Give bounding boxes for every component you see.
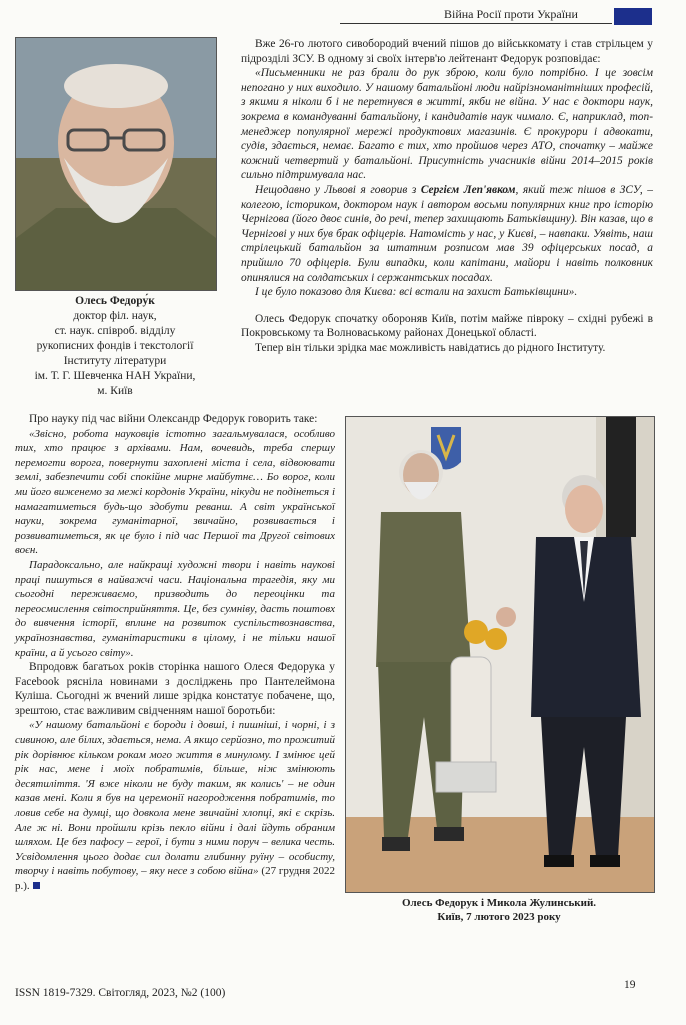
author-caption-line: м. Київ [97,385,133,397]
quote-text: Нещодавно у Львові я говорив з [255,183,421,196]
quote-date: (27 грудня 2022 р.). [15,865,335,892]
author-caption-line: Інституту літератури [63,355,167,367]
author-name: Олесь Федору́к [75,295,155,307]
quote-paragraph: І це було показово для Києва: всі встали на захист Батьківщини». [255,286,578,299]
author-caption [15,294,215,399]
paragraph: Тепер він тільки зрідка має можливість навідатись до рідного Інституту. [255,341,606,354]
photo-caption [345,896,653,924]
quote-paragraph [241,183,653,285]
person-name: Сергієм Леп'явком [420,183,516,196]
paragraph: Олесь Федорук спочатку обороняв Київ, потім майже півроку – східні рубежі в Покровському та Волноваському районах Донецької області. [241,312,653,340]
article-left-column [15,412,335,894]
footer-journal-info: ISSN 1819-7329. Світогляд, 2023, №2 (100) [15,987,226,999]
quote-paragraph: Парадоксально, але найкращі художні твори і навіть наукові праці пишуться в найважчі часи. Національна трагедія, яку ми сьогодні переживаємо, призводить до переоцінки та переосмислення світосприйняття. Це, без сумніву, дасть поштовх до вивчення історії, вплине на розвиток суспільствознавства, українознавства, гуманітаристики в цілому, і не тільки нашої країни, а й усього світу». [15,558,335,659]
end-of-article-mark [33,882,40,889]
paragraph: Про науку під час війни Олександр Федорук говорить таке: [29,413,318,425]
photo-caption-line: Олесь Федорук і Микола Жулинський. [401,897,597,909]
quote-paragraph [15,718,335,893]
page-number: 19 [624,979,636,991]
quote-paragraph: «Письменники не раз брали до рук зброю, коли було потрібно. І це зовсім непогано у них виходило. У нашому батальйоні люди найрізноманітніших професій, з якими я ніколи б і не перетнувся в житті, якби не війна. У нас є доктори наук, зокрема в командуванні батальйону, і кандидатів наук чимало. Є, наприклад, топ-менеджер популярної мережі продуктових магазинів. Є прокурори і адвокати, судів, здається, немає. Багато є тих, хто пройшов через АТО, спочатку – майже кожний четвертий у батальйоні. Присутність учасників війни 2014–2015 років сильно підтримувала нас. [241,67,653,182]
author-portrait-photo [15,37,217,291]
article-top-right-column [241,37,653,355]
quote-text: «У нашому батальйоні є бороди і довші, і пишніші, і чорні, і з сивиною, але білих, здається, нема. А якщо серйозно, то прожитий рік дорівнює кільком рокам мого життя в минулому. І змінює цей рік нас, мене і моїх побратимів, більше, ніж змінюють десятиліття. 'Я вже ніколи не буду таким, як колись' – не один казав мені. Коли я був на церемонії нагородження побратимів, то ловив себе на думці, що довкола мене звичайні хлопці, які є скрізь. Але ж ні. Вони пройшли крізь пекло війни і далі йдуть обраним шляхом. Це без пафосу – герої, і бути з ними поруч – велика честь. Усвідомлення цього додає сил долати глибинну руїну – особисту, творчу і навіть побутову, – яку несе з собою війна» [15,719,335,878]
quote-paragraph: «Звісно, робота науковців істотно загальмувалася, особливо тих, хто працює з архівами. Нам, вочевидь, треба спершу перемогти ворога, повернути захоплені міста і села, відвоювати землі, забезпечити собі спокійне мирне майбутнє… Бо ворог, коли ми його виженемо за межі кордонів України, нікуди не подінеться і намагатиметься будь-що здобути реванш. А світ української науки, зокрема гуманітарної, звичайно, розвивається і розвиватиметься, як це було і під час Першої та Другої світових воєн. [15,427,335,557]
handshake-photo [345,416,655,893]
photo-caption-line: Київ, 7 лютого 2023 року [437,911,561,923]
paragraph: Вже 26-го лютого сивобородий вчений пішов до військкомату і став стрільцем у підрозділі ЗСУ. В одному зі своїх інтерв'ю лейтенант Федорук розповідає: [241,38,653,65]
author-caption-line: ст. наук. співроб. відділу [54,325,176,337]
header-rule [340,23,612,24]
author-caption-line: рукописних фондів і текстології [36,340,194,352]
author-caption-line: ім. Т. Г. Шевченка НАН України, [34,370,196,382]
author-caption-line: доктор філ. наук, [73,310,157,322]
header-color-block [614,8,652,25]
paragraph: Впродовж багатьох років сторінка нашого Олеся Федорука у Facebook рясніла новинами з досліджень про Пантелеймона Куліша. Сьогодні ж вчений лише зрідка констатує побачене, що, зрештою, стає важливим свідченням нашої боротьби: [15,661,335,717]
quote-text: , який теж пішов в ЗСУ, – колегою, істориком, доктором наук і автором восьми популярних книг про історію Чернігова (його двоє синів, до речі, тепер захищають Батьківщину). Він казав, що в Чернігові у них був брак офіцерів. Натомість у нас, у Києві, – навпаки. Уявіть, наш стрілецький батальйон за штатним розписом мав 39 офіцерських посад, а прийшло 70 офіцерів. Були випадки, коли капітани, майори і навіть полковник опинялися на солдатських і сержантських посадах. [241,183,653,284]
running-header-title: Війна Росії проти України [444,7,578,21]
